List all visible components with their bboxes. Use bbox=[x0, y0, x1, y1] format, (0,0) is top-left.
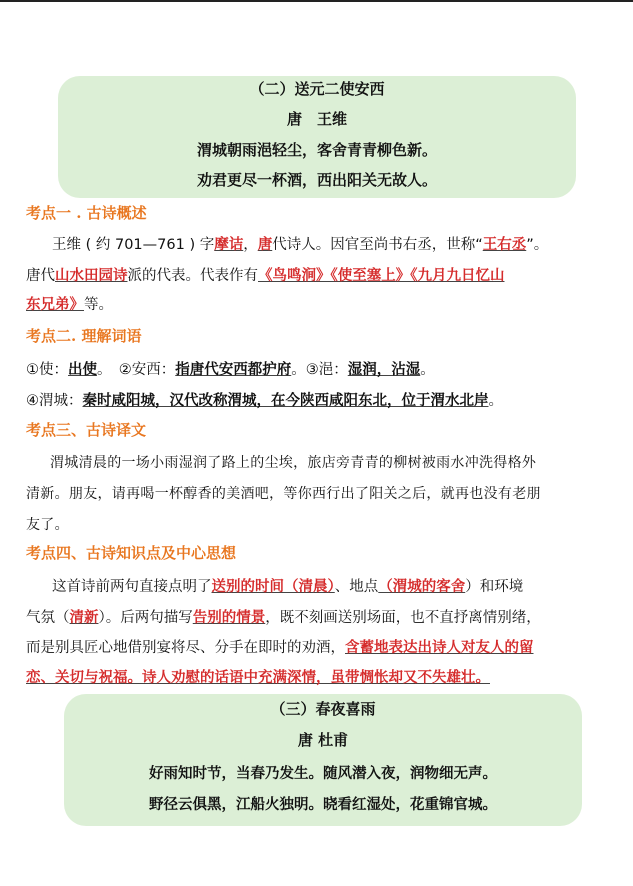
heading-point-1: 考点一 . 古诗概述 bbox=[26, 204, 147, 222]
heading-point-4: 考点四、古诗知识点及中心思想 bbox=[26, 544, 237, 562]
overview-line-2: 唐代山水田园诗派的代表。代表作有《鸟鸣涧》《使至塞上》《九月九日忆山 bbox=[26, 267, 505, 284]
translation-line-2: 清新。朋友，请再喝一杯醇香的美酒吧，等你西行出了阳关之后，就再也没有老朋 bbox=[26, 486, 541, 502]
heading-point-2: 考点二. 理解词语 bbox=[26, 327, 142, 345]
poem-author: 唐 王维 bbox=[286, 110, 347, 128]
theme-line-2: 气氛（清新）。后两句描写告别的情景，既不刻画送别场面，也不直抒离情别绪， bbox=[26, 609, 541, 626]
theme-line-3: 而是别具匠心地借别宴将尽、分手在即时的劝酒，含蓄地表达出诗人对友人的留 bbox=[26, 639, 534, 656]
top-border-line bbox=[0, 0, 633, 2]
translation-line-3: 友了。 bbox=[26, 517, 69, 533]
poem-box-chun-ye-xi-yu bbox=[64, 694, 582, 826]
translation-line-1: 渭城清晨的一场小雨湿润了路上的尘埃，旅店旁青青的柳树被雨水冲洗得格外 bbox=[50, 455, 537, 471]
poem-title: （二）送元二使安西 bbox=[249, 80, 385, 98]
poem-box-song-yuan-er bbox=[58, 76, 576, 198]
poem-line-1: 好雨知时节，当春乃发生。随风潜入夜，润物细无声。 bbox=[149, 765, 497, 782]
poem-author: 唐 杜甫 bbox=[297, 731, 349, 749]
overview-line-1: 王维 ( 约 701—761 ) 字摩诘，唐代诗人。因官至尚书右丞，世称“王右丞”。 bbox=[52, 236, 549, 253]
theme-line-1: 这首诗前两句直接点明了送别的时间（清晨）、地点（渭城的客舍）和环境 bbox=[52, 578, 524, 595]
heading-point-3: 考点三、古诗译文 bbox=[26, 421, 147, 439]
vocab-line-1: ①使：出使。 ②安西：指唐代安西都护府。③浥：湿润，沾湿。 bbox=[26, 361, 435, 378]
poem-line-2: 野径云俱黑，江船火独明。晓看红湿处，花重锦官城。 bbox=[149, 796, 497, 813]
vocab-line-2: ④渭城：秦时咸阳城，汉代改称渭城，在今陕西咸阳东北，位于渭水北岸。 bbox=[26, 392, 503, 409]
poem-line-1: 渭城朝雨浥轻尘，客舍青青柳色新。 bbox=[196, 141, 437, 159]
overview-line-3: 东兄弟》等。 bbox=[26, 296, 113, 313]
poem-title: （三）春夜喜雨 bbox=[270, 700, 376, 718]
theme-line-4: 恋、关切与祝福。诗人劝慰的话语中充满深情，虽带惆怅却又不失雄壮。 bbox=[26, 669, 490, 686]
poem-line-2: 劝君更尽一杯酒，西出阳关无故人。 bbox=[196, 171, 437, 189]
